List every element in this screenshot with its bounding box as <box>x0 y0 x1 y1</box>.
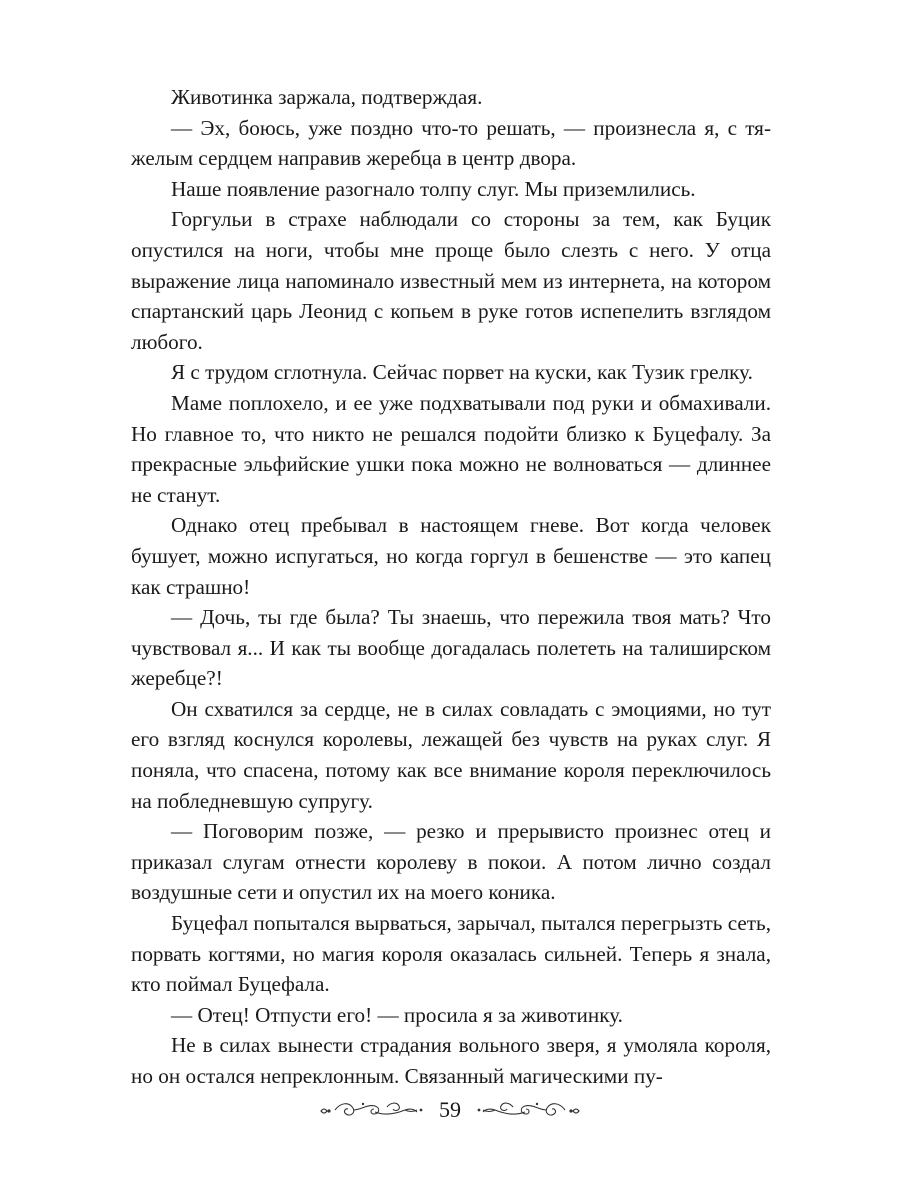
paragraph: Горгульи в страхе наблюдали со стороны за тем, как Буцик опустился на ноги, чтобы мне проще было слезть с него. У отца выражение лица напоминало известный мем из интернета, на котором спартанский царь Леонид с копьем в руке готов испепелить взглядом любого. <box>131 207 771 354</box>
paragraph: — Отец! Отпусти его! — просила я за животинку. <box>171 1002 623 1027</box>
paragraph: — Дочь, ты где была? Ты знаешь, что пережила твоя мать? Что чувствовал я... И как ты вообще догадалась полететь на талиширском жеребце?! <box>131 605 771 691</box>
paragraph: Буцефал попытался вырваться, зарычал, пытался перегрызть сеть, порвать когтями, но магия короля оказалась сильней. Теперь я знала, кто поймал Буцефала. <box>131 911 771 997</box>
paragraph: Животинка заржала, подтверждая. <box>171 85 483 109</box>
paragraph: Маме поплохело, и ее уже подхватывали под руки и обмахивали. Но главное то, что никто не решался подойти близко к Буцефалу. За прекрасные эльфийские ушки пока можно не волноваться — длиннее не станут. <box>131 390 771 507</box>
flourish-ornament-icon <box>473 1098 583 1122</box>
page-body-text <box>131 82 771 1092</box>
page-footer <box>0 1090 900 1130</box>
paragraph: Он схватился за сердце, не в силах совладать с эмоциями, но тут его взгляд коснулся королевы, лежащей без чувств на руках слуг. Я поняла, что спасена, потому как все внимание короля переключилось на побледневшую супругу. <box>131 696 771 813</box>
paragraph: Однако отец пребывал в настоящем гневе. Вот когда человек бушует, можно испугаться, но когда горгул в бешенстве — это капец как страшно! <box>131 513 771 599</box>
paragraph: Наше появление разогнало толпу слуг. Мы приземлились. <box>171 176 696 201</box>
flourish-ornament-icon <box>317 1098 427 1122</box>
paragraph: Я с трудом сглотнула. Сейчас порвет на куски, как Тузик грелку. <box>171 360 753 385</box>
paragraph: Не в силах вынести страдания вольного зверя, я умоляла короля, но он остался непреклонным. Связанный магическими пу- <box>131 1033 771 1088</box>
paragraph: — Эх, боюсь, уже поздно что-то решать, — произнесла я, с тяжелым сердцем направив жеребца в центр двора. <box>131 115 771 171</box>
paragraph: — Поговорим позже, — резко и прерывисто произнес отец и приказал слугам отнести королеву в покои. А потом лично создал воздушные сети и опустил их на моего коника. <box>131 819 771 905</box>
page-number: 59 <box>439 1097 461 1122</box>
